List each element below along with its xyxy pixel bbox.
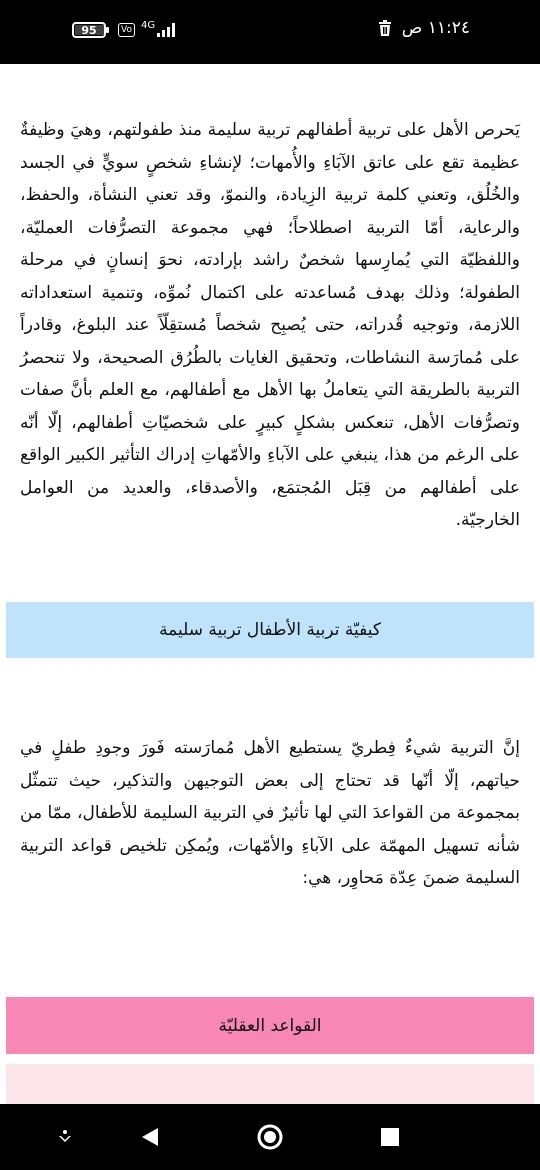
volte-icon: Vo [118,23,135,37]
section-title: القواعد العقليّة [218,1015,322,1036]
article-content[interactable] [0,64,540,1104]
section-header-next[interactable] [6,1064,534,1104]
clock: ١١:٢٤ ص [401,18,470,38]
status-icons-left [72,22,175,38]
article-paragraph: يَحرص الأهل على تربية أطفالهم تربية سليمة منذ طفولتهم، وهيَ وظيفةٌ عظيمة تقع على عاتق الآبَاءِ والأُمهات؛ لإنشاءِ شخصٍ سويٍّ في الجسد والخُلُق، وتعني كلمة تربية الزِيادة، والنموّ، وقد تعني النشأة، والحفظ، والرعاية، أمّا التربية اصطلاحاً؛ فهي مجموعة التصرُّفات العمليّة، واللفظيّة التي يُمارِسها شخصٌ راشد بإرادته، نحوَ إنسانٍ في مرحلة الطفولة؛ وذلك بهدف مُساعدته على اكتمال نُموِّه، وتنمية استعداداته اللازمة، وتوجيه قُدراته، حتى يُصبِح شخصاً مُستقِلّاً عند البلوغ، وقادراً على مُمارَسة النشاطات، وتحقيق الغايات بالطُرُق الصحيحة، ولا تنحصرُ التربية بالطريقة التي يتعاملُ بها الأهل مع أطفالهم، مع العلم بأنَّ صفات وتصرُّفات الأهل، تنعكس بشكلٍ كبيرٍ على شخصيّاتِ أطفالهم، إلّا أنّه على الرغم من هذا، ينبغي على الآباءِ والأمّهاتِ إدراك التأثير الكبير الواقع على أطفالهم من قِبَل المُجتمَع، والأصدقاء، والعديد من العوامل الخارجيّة. [20,120,520,530]
network-type: 4G [140,20,156,31]
battery-level: 95 [81,23,97,37]
back-icon[interactable] [120,1104,180,1170]
navigation-bar [0,1104,540,1170]
section-header-mental-rules[interactable] [6,997,534,1054]
section-title: كيفيّة تربية الأطفال تربية سليمة [159,620,381,640]
battery-icon [72,22,106,38]
status-bar [0,0,540,64]
recents-icon[interactable] [360,1104,420,1170]
trash-notification-icon [378,20,392,36]
keyboard-hide-icon[interactable] [40,1104,90,1170]
home-icon[interactable] [240,1104,300,1170]
signal-icon [140,20,175,37]
article-paragraph: إنَّ التربية شيءٌ فِطريّ يستطيع الأهل مُمارَسته فَورَ وجودِ طفلٍ في حياتهم، إلّا أنّها قد تحتاج إلى بعض التوجيهن والتذكير، حيث تتمثّل بمجموعة من القواعدَ التي لها تأثيرٌ في التربية السليمة للأطفال، ممّا من شأنه تسهيل المهمّة على الآباءِ والأمّهات، ويُمكِن تلخيص قواعد التربية السليمة ضمنَ عِدّة مَحاوِر، هي: [20,738,520,888]
section-header-how-to-raise[interactable] [6,602,534,658]
status-icons-right [378,18,470,38]
